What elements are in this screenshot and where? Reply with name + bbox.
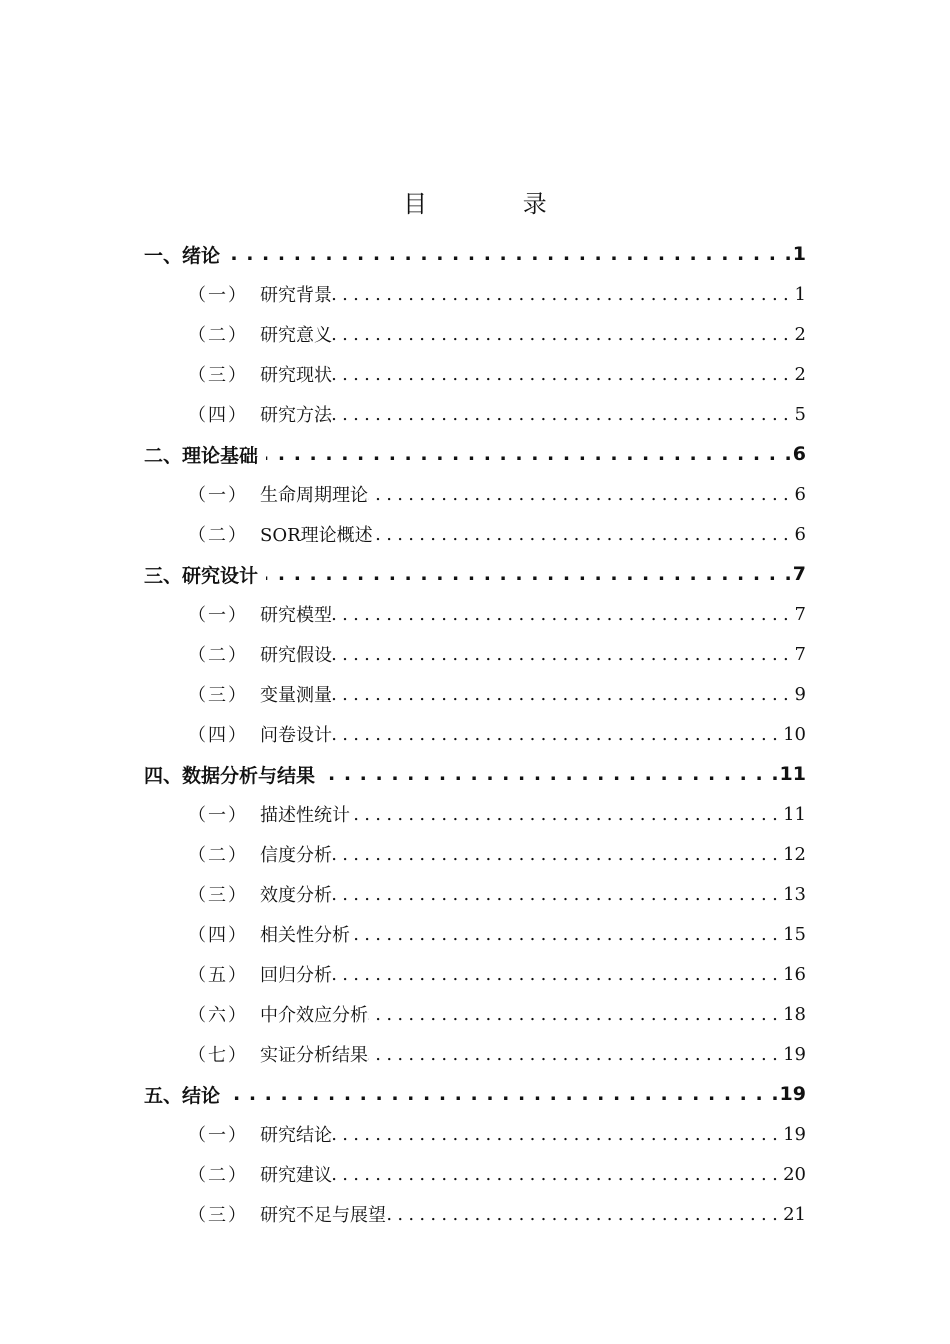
toc-entry-section[interactable] [0, 314, 950, 354]
toc-entry-section[interactable] [0, 594, 950, 634]
toc-entry-chapter[interactable] [0, 554, 950, 594]
toc-number: （五） [188, 965, 248, 986]
toc-entry-section[interactable] [0, 1034, 950, 1074]
toc-entry-section[interactable] [0, 1114, 950, 1154]
toc-leader-dots [332, 363, 794, 385]
toc-number: 四、 [144, 764, 183, 787]
toc-page-number: 7 [794, 603, 806, 625]
toc-label: 变量测量 [260, 685, 332, 706]
toc-number: （二） [188, 325, 248, 346]
toc-label: 绪论 [182, 244, 221, 267]
toc-leader-dots [332, 323, 794, 345]
toc-leader-dots [332, 283, 794, 305]
toc-entry-section[interactable] [0, 1194, 950, 1234]
toc-number: （三） [188, 365, 248, 386]
toc-page-number: 12 [783, 843, 806, 865]
toc-number: （四） [188, 405, 248, 426]
toc-entry-chapter[interactable] [0, 1074, 950, 1114]
toc-label: 理论基础 [182, 444, 259, 467]
toc-label: 研究方法 [260, 405, 332, 426]
toc-label: 研究设计 [182, 564, 259, 587]
toc-label: 效度分析 [260, 885, 332, 906]
toc-entry-section[interactable] [0, 954, 950, 994]
toc-number: （二） [188, 1165, 248, 1186]
toc-leader-dots [228, 243, 793, 265]
toc-page-number: 21 [783, 1203, 806, 1225]
toc-leader-dots [332, 1123, 783, 1145]
toc-label: 研究建议 [260, 1165, 332, 1186]
toc-page-number: 6 [792, 443, 806, 465]
toc-page-number: 19 [779, 1083, 806, 1105]
toc-page-number: 11 [779, 763, 806, 785]
toc-page-number: 6 [794, 483, 806, 505]
toc-entry-section[interactable] [0, 914, 950, 954]
toc-entry-section[interactable] [0, 634, 950, 674]
toc-number: 二、 [144, 444, 183, 467]
toc-leader-dots [266, 443, 793, 465]
toc-leader-dots [332, 683, 794, 705]
toc-number: （二） [188, 645, 248, 666]
toc-entry-section[interactable] [0, 274, 950, 314]
table-of-contents [0, 234, 950, 1234]
page-title: 目 录 [403, 190, 591, 219]
toc-leader-dots [266, 563, 793, 585]
toc-number: （二） [188, 525, 248, 546]
toc-leader-dots [332, 883, 783, 905]
toc-number: （二） [188, 845, 248, 866]
toc-leader-dots [332, 963, 783, 985]
toc-label: 信度分析 [260, 845, 332, 866]
toc-number: （一） [188, 285, 248, 306]
toc-page-number: 11 [783, 803, 806, 825]
toc-leader-dots [332, 403, 794, 425]
toc-label: 回归分析 [260, 965, 332, 986]
toc-entry-section[interactable] [0, 994, 950, 1034]
toc-leader-dots [373, 523, 794, 545]
toc-label: 问卷设计 [260, 725, 332, 746]
toc-page-number: 9 [794, 683, 806, 705]
toc-number: （四） [188, 925, 248, 946]
toc-entry-section[interactable] [0, 794, 950, 834]
toc-entry-section[interactable] [0, 1154, 950, 1194]
toc-leader-dots [368, 1003, 783, 1025]
toc-leader-dots [332, 843, 783, 865]
toc-page-number: 15 [783, 923, 806, 945]
toc-page-number: 19 [783, 1043, 806, 1065]
toc-label: 实证分析结果 [260, 1045, 368, 1066]
toc-label: 生命周期理论 [260, 485, 368, 506]
toc-leader-dots [332, 643, 794, 665]
toc-number: （六） [188, 1005, 248, 1026]
toc-leader-dots [350, 803, 783, 825]
toc-label: 研究背景 [260, 285, 332, 306]
toc-label: 研究意义 [260, 325, 332, 346]
toc-entry-section[interactable] [0, 674, 950, 714]
toc-label: 中介效应分析 [260, 1005, 368, 1026]
toc-entry-chapter[interactable] [0, 234, 950, 274]
toc-page-number: 6 [794, 523, 806, 545]
toc-page-number: 7 [792, 563, 806, 585]
toc-number: （七） [188, 1045, 248, 1066]
toc-entry-section[interactable] [0, 474, 950, 514]
toc-label: SOR理论概述 [260, 525, 373, 546]
toc-entry-section[interactable] [0, 394, 950, 434]
toc-page-number: 16 [783, 963, 806, 985]
toc-leader-dots [350, 923, 783, 945]
toc-page-number: 13 [783, 883, 806, 905]
toc-page-number: 19 [783, 1123, 806, 1145]
toc-leader-dots [368, 483, 794, 505]
toc-label: 相关性分析 [260, 925, 350, 946]
toc-page-number: 18 [783, 1003, 806, 1025]
toc-page-number: 2 [794, 323, 806, 345]
toc-label: 研究结论 [260, 1125, 332, 1146]
toc-label: 研究假设 [260, 645, 332, 666]
toc-leader-dots [368, 1043, 783, 1065]
toc-label: 数据分析与结果 [182, 764, 316, 787]
toc-entry-section[interactable] [0, 354, 950, 394]
toc-entry-section[interactable] [0, 714, 950, 754]
toc-page-number: 5 [794, 403, 806, 425]
toc-page-number: 10 [783, 723, 806, 745]
toc-number: （一） [188, 1125, 248, 1146]
toc-entry-chapter[interactable] [0, 434, 950, 474]
toc-entry-chapter[interactable] [0, 754, 950, 794]
toc-label: 研究现状 [260, 365, 332, 386]
toc-page-number: 1 [792, 243, 806, 265]
toc-leader-dots [228, 1083, 780, 1105]
toc-label: 结论 [182, 1084, 221, 1107]
toc-number: （一） [188, 485, 248, 506]
toc-number: （三） [188, 1205, 248, 1226]
toc-number: （三） [188, 685, 248, 706]
toc-entry-section[interactable] [0, 874, 950, 914]
toc-page-number: 1 [794, 283, 806, 305]
toc-number: （一） [188, 605, 248, 626]
toc-label: 研究不足与展望 [260, 1205, 386, 1226]
toc-leader-dots [332, 723, 783, 745]
toc-number: 五、 [144, 1084, 183, 1107]
toc-entry-section[interactable] [0, 514, 950, 554]
toc-leader-dots [386, 1203, 783, 1225]
toc-page-number: 7 [794, 643, 806, 665]
toc-label: 研究模型 [260, 605, 332, 626]
toc-leader-dots [323, 763, 780, 785]
toc-leader-dots [332, 603, 794, 625]
toc-number: （一） [188, 805, 248, 826]
toc-page-number: 2 [794, 363, 806, 385]
toc-label: 描述性统计 [260, 805, 350, 826]
toc-number: 一、 [144, 244, 183, 267]
toc-entry-section[interactable] [0, 834, 950, 874]
toc-number: （三） [188, 885, 248, 906]
toc-number: （四） [188, 725, 248, 746]
toc-leader-dots [332, 1163, 783, 1185]
toc-number: 三、 [144, 564, 183, 587]
toc-page-number: 20 [783, 1163, 806, 1185]
